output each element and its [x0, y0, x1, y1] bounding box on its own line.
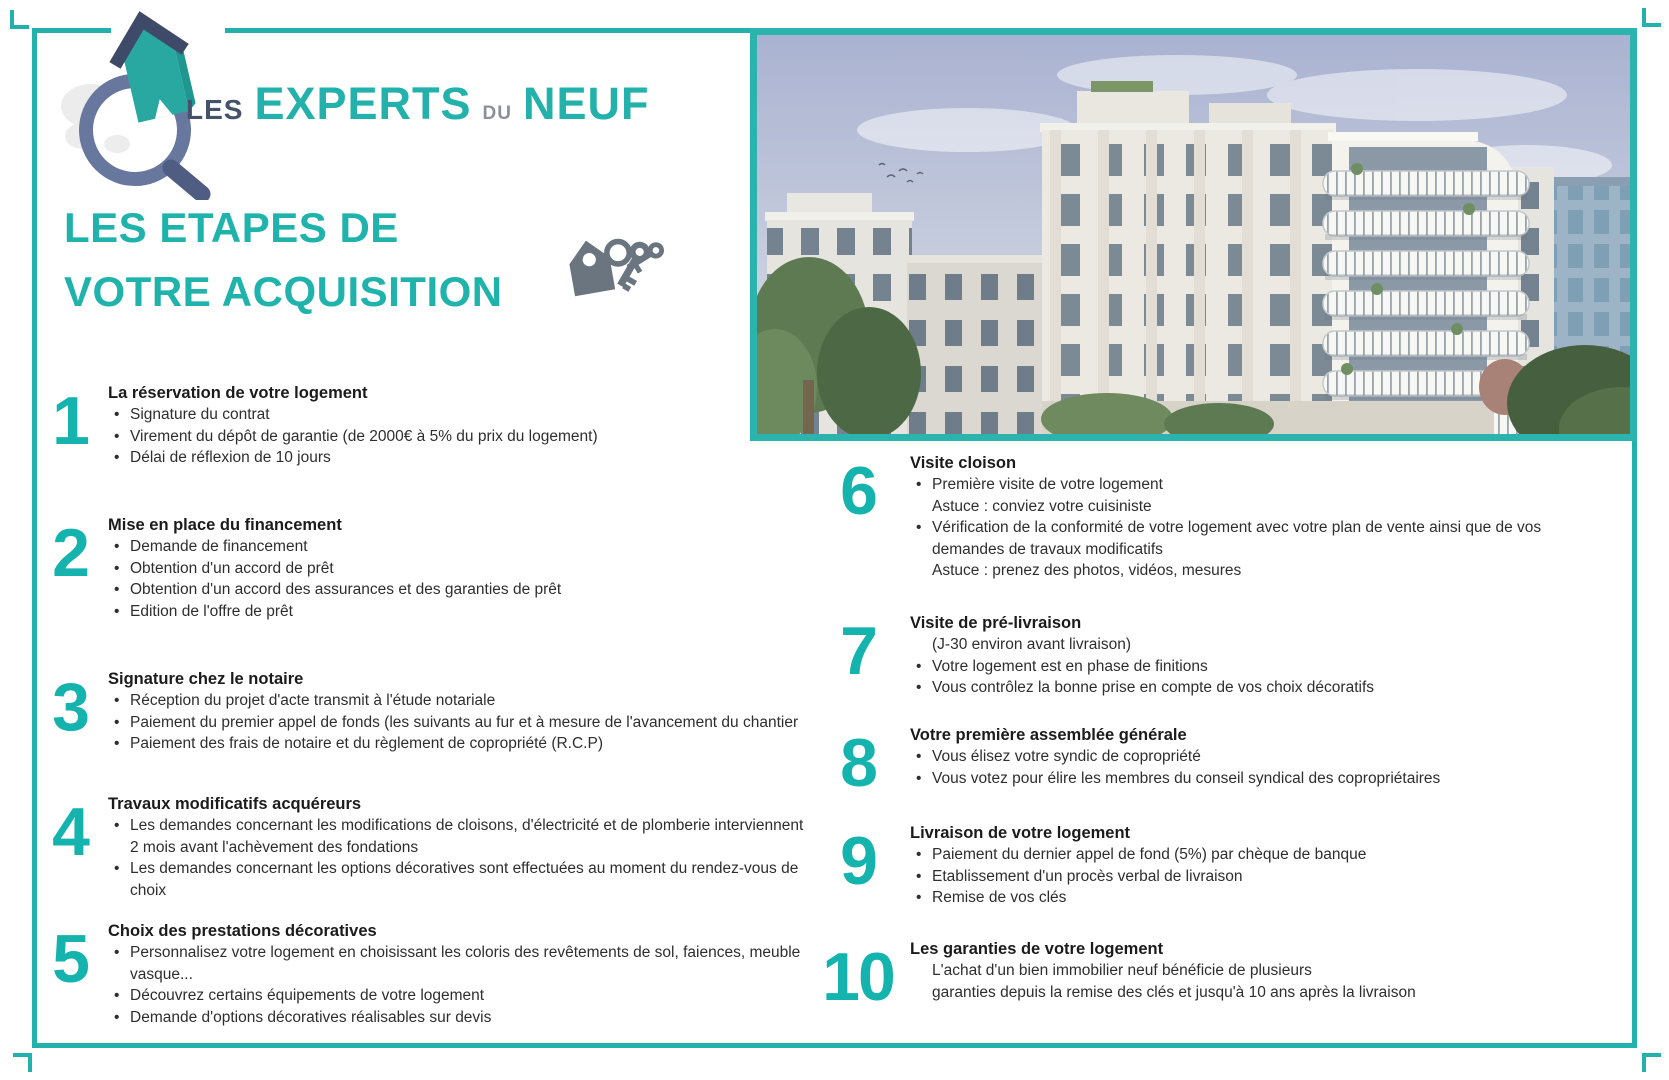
step-bullet-item	[108, 858, 814, 901]
corner-bracket-top-left	[10, 10, 29, 29]
step-block-6	[816, 452, 1600, 582]
step-bullet-item	[108, 447, 814, 469]
step-note-item	[910, 982, 1600, 1004]
step-bullet-item	[910, 474, 1600, 496]
bullet-dot: •	[916, 889, 922, 906]
step-note-item	[910, 560, 1600, 582]
bullet-dot: •	[114, 735, 120, 752]
step-heading: Votre première assemblée générale	[910, 726, 1187, 744]
brand-wordmark	[186, 78, 649, 130]
house-keys-icon	[560, 226, 672, 304]
step-block-5	[42, 920, 814, 1028]
bullet-dot: •	[114, 538, 120, 555]
bullet-dot: •	[114, 559, 120, 577]
step-heading: Mise en place du financement	[108, 516, 342, 534]
step-number: 10	[822, 939, 894, 1015]
step-item-text: Signature du contrat	[130, 406, 270, 423]
step-item-text: Astuce : conviez votre cuisiniste	[932, 497, 1152, 515]
step-bullet-item	[910, 866, 1600, 888]
bullet-dot: •	[916, 657, 922, 675]
brand-neuf: NEUF	[522, 78, 650, 129]
step-item-text: Obtention d'un accord des assurances et des garanties de prêt	[130, 581, 562, 598]
bullet-dot: •	[114, 944, 120, 961]
step-bullet-item	[108, 712, 814, 734]
step-item-text: Remise de vos clés	[932, 889, 1067, 906]
step-heading: Visite de pré-livraison	[910, 614, 1082, 632]
step-item-text: Etablissement d'un procès verbal de livraison	[932, 867, 1243, 885]
step-item-text: garanties depuis la remise des clés et jusqu'à 10 ans après la livraison	[932, 983, 1416, 1001]
bullet-dot: •	[916, 748, 922, 765]
step-bullet-item	[108, 558, 814, 580]
corner-bracket-bottom-left	[13, 1053, 32, 1072]
step-item-text: Les demandes concernant les modifications de cloisons, d'électricité et de plomberie interviennent 2 mois avant l'achèvement des fondations	[130, 817, 804, 856]
step-bullet-item	[108, 815, 814, 858]
bullet-dot: •	[114, 692, 120, 709]
step-number: 4	[52, 794, 88, 870]
step-item-text: Personnalisez votre logement en choisissant les coloris des revêtements de sol, faiences, meuble vasque...	[130, 944, 801, 983]
bullet-dot: •	[916, 846, 922, 863]
step-bullet-item	[108, 942, 814, 985]
step-item-text: Vous élisez votre syndic de copropriété	[932, 748, 1201, 765]
corner-bracket-bottom-right	[1642, 1053, 1661, 1072]
step-number: 8	[840, 725, 876, 801]
new-building-rendering	[750, 28, 1637, 441]
bullet-dot: •	[114, 713, 120, 731]
brand-les: LES	[186, 94, 244, 125]
step-item-text: Astuce : prenez des photos, vidéos, mesures	[932, 562, 1242, 579]
brand-experts: EXPERTS	[254, 78, 472, 129]
step-bullet-item	[108, 579, 814, 601]
step-heading: Visite cloison	[910, 454, 1017, 472]
step-item-text: Vous votez pour élire les membres du conseil syndical des copropriétaires	[932, 769, 1441, 787]
step-bullet-item	[108, 426, 814, 448]
step-item-text: L'achat d'un bien immobilier neuf bénéficie de plusieurs	[932, 962, 1312, 979]
step-heading: Travaux modificatifs acquéreurs	[108, 795, 362, 813]
bullet-dot: •	[114, 449, 120, 466]
step-item-text: Paiement du premier appel de fonds (les suivants au fur et à mesure de l'avancement du chantier	[130, 713, 799, 731]
step-bullet-item	[108, 1007, 814, 1029]
step-bullet-item	[910, 768, 1600, 790]
step-bullet-item	[910, 517, 1600, 560]
step-heading: Signature chez le notaire	[108, 670, 304, 688]
step-note-item	[910, 634, 1600, 656]
step-item-text: Paiement des frais de notaire et du règlement de copropriété (R.C.P)	[130, 735, 603, 752]
step-item-text: Demande d'options décoratives réalisables sur devis	[130, 1008, 492, 1026]
step-item-text: (J-30 environ avant livraison)	[932, 636, 1132, 653]
step-block-1	[42, 382, 814, 469]
step-bullet-item	[910, 677, 1600, 699]
step-heading: Livraison de votre logement	[910, 824, 1131, 842]
step-block-10	[816, 938, 1600, 1015]
step-heading: La réservation de votre logement	[108, 384, 368, 402]
step-bullet-item	[108, 536, 814, 558]
bullet-dot: •	[114, 817, 120, 834]
step-item-text: Paiement du dernier appel de fond (5%) par chèque de banque	[932, 846, 1367, 863]
step-bullet-item	[108, 404, 814, 426]
step-bullet-item	[108, 733, 814, 755]
step-heading: Les garanties de votre logement	[910, 940, 1164, 958]
page-title-line1: LES ETAPES DE	[64, 204, 399, 251]
step-bullet-item	[910, 656, 1600, 678]
bullet-dot: •	[916, 769, 922, 787]
step-item-text: Délai de réflexion de 10 jours	[130, 449, 331, 466]
step-item-text: Première visite de votre logement	[932, 476, 1163, 493]
step-item-text: Virement du dépôt de garantie (de 2000€ à 5% du prix du logement)	[130, 427, 598, 445]
brand-du: DU	[482, 103, 512, 124]
bullet-dot: •	[114, 581, 120, 598]
step-item-text: Edition de l'offre de prêt	[130, 602, 293, 620]
bullet-dot: •	[114, 427, 120, 445]
step-bullet-item	[910, 746, 1600, 768]
step-item-text: Les demandes concernant les options décoratives sont effectuées au moment du rendez-vous de choix	[130, 860, 799, 899]
bullet-dot: •	[916, 867, 922, 885]
step-block-3	[42, 668, 814, 755]
step-number: 2	[52, 515, 88, 591]
step-block-4	[42, 793, 814, 901]
step-item-text: Réception du projet d'acte transmit à l'étude notariale	[130, 692, 496, 709]
step-block-9	[816, 822, 1600, 909]
step-block-7	[816, 612, 1600, 699]
step-block-8	[816, 724, 1600, 801]
step-block-2	[42, 514, 814, 622]
step-item-text: Votre logement est en phase de finitions	[932, 657, 1208, 675]
bullet-dot: •	[114, 1008, 120, 1026]
step-number: 9	[840, 823, 876, 899]
step-item-text: Découvrez certains équipements de votre logement	[130, 987, 485, 1004]
step-bullet-item	[108, 985, 814, 1007]
bullet-dot: •	[916, 519, 922, 536]
bullet-dot: •	[916, 476, 922, 493]
step-item-text: Obtention d'un accord de prêt	[130, 559, 334, 577]
page-title	[64, 196, 503, 324]
step-note-item	[910, 960, 1600, 982]
bullet-dot: •	[916, 679, 922, 696]
step-note-item	[910, 496, 1600, 518]
bullet-dot: •	[114, 860, 120, 877]
step-number: 7	[840, 613, 876, 689]
step-item-text: Vous contrôlez la bonne prise en compte de vos choix décoratifs	[932, 679, 1375, 696]
bullet-dot: •	[114, 987, 120, 1004]
step-item-text: Vérification de la conformité de votre logement avec votre plan de vente ainsi que de vos demandes de travaux modificatifs	[932, 519, 1542, 558]
step-number: 3	[52, 669, 88, 745]
bullet-dot: •	[114, 602, 120, 620]
page-title-line2: VOTRE ACQUISITION	[64, 268, 503, 315]
bullet-dot: •	[114, 406, 120, 423]
corner-bracket-top-right	[1642, 8, 1661, 27]
step-number: 6	[840, 453, 876, 529]
step-bullet-item	[910, 844, 1600, 866]
step-item-text: Demande de financement	[130, 538, 308, 555]
step-bullet-item	[108, 690, 814, 712]
step-heading: Choix des prestations décoratives	[108, 922, 377, 940]
step-bullet-item	[910, 887, 1600, 909]
step-number: 1	[52, 383, 88, 459]
step-number: 5	[52, 921, 88, 997]
step-bullet-item	[108, 601, 814, 623]
